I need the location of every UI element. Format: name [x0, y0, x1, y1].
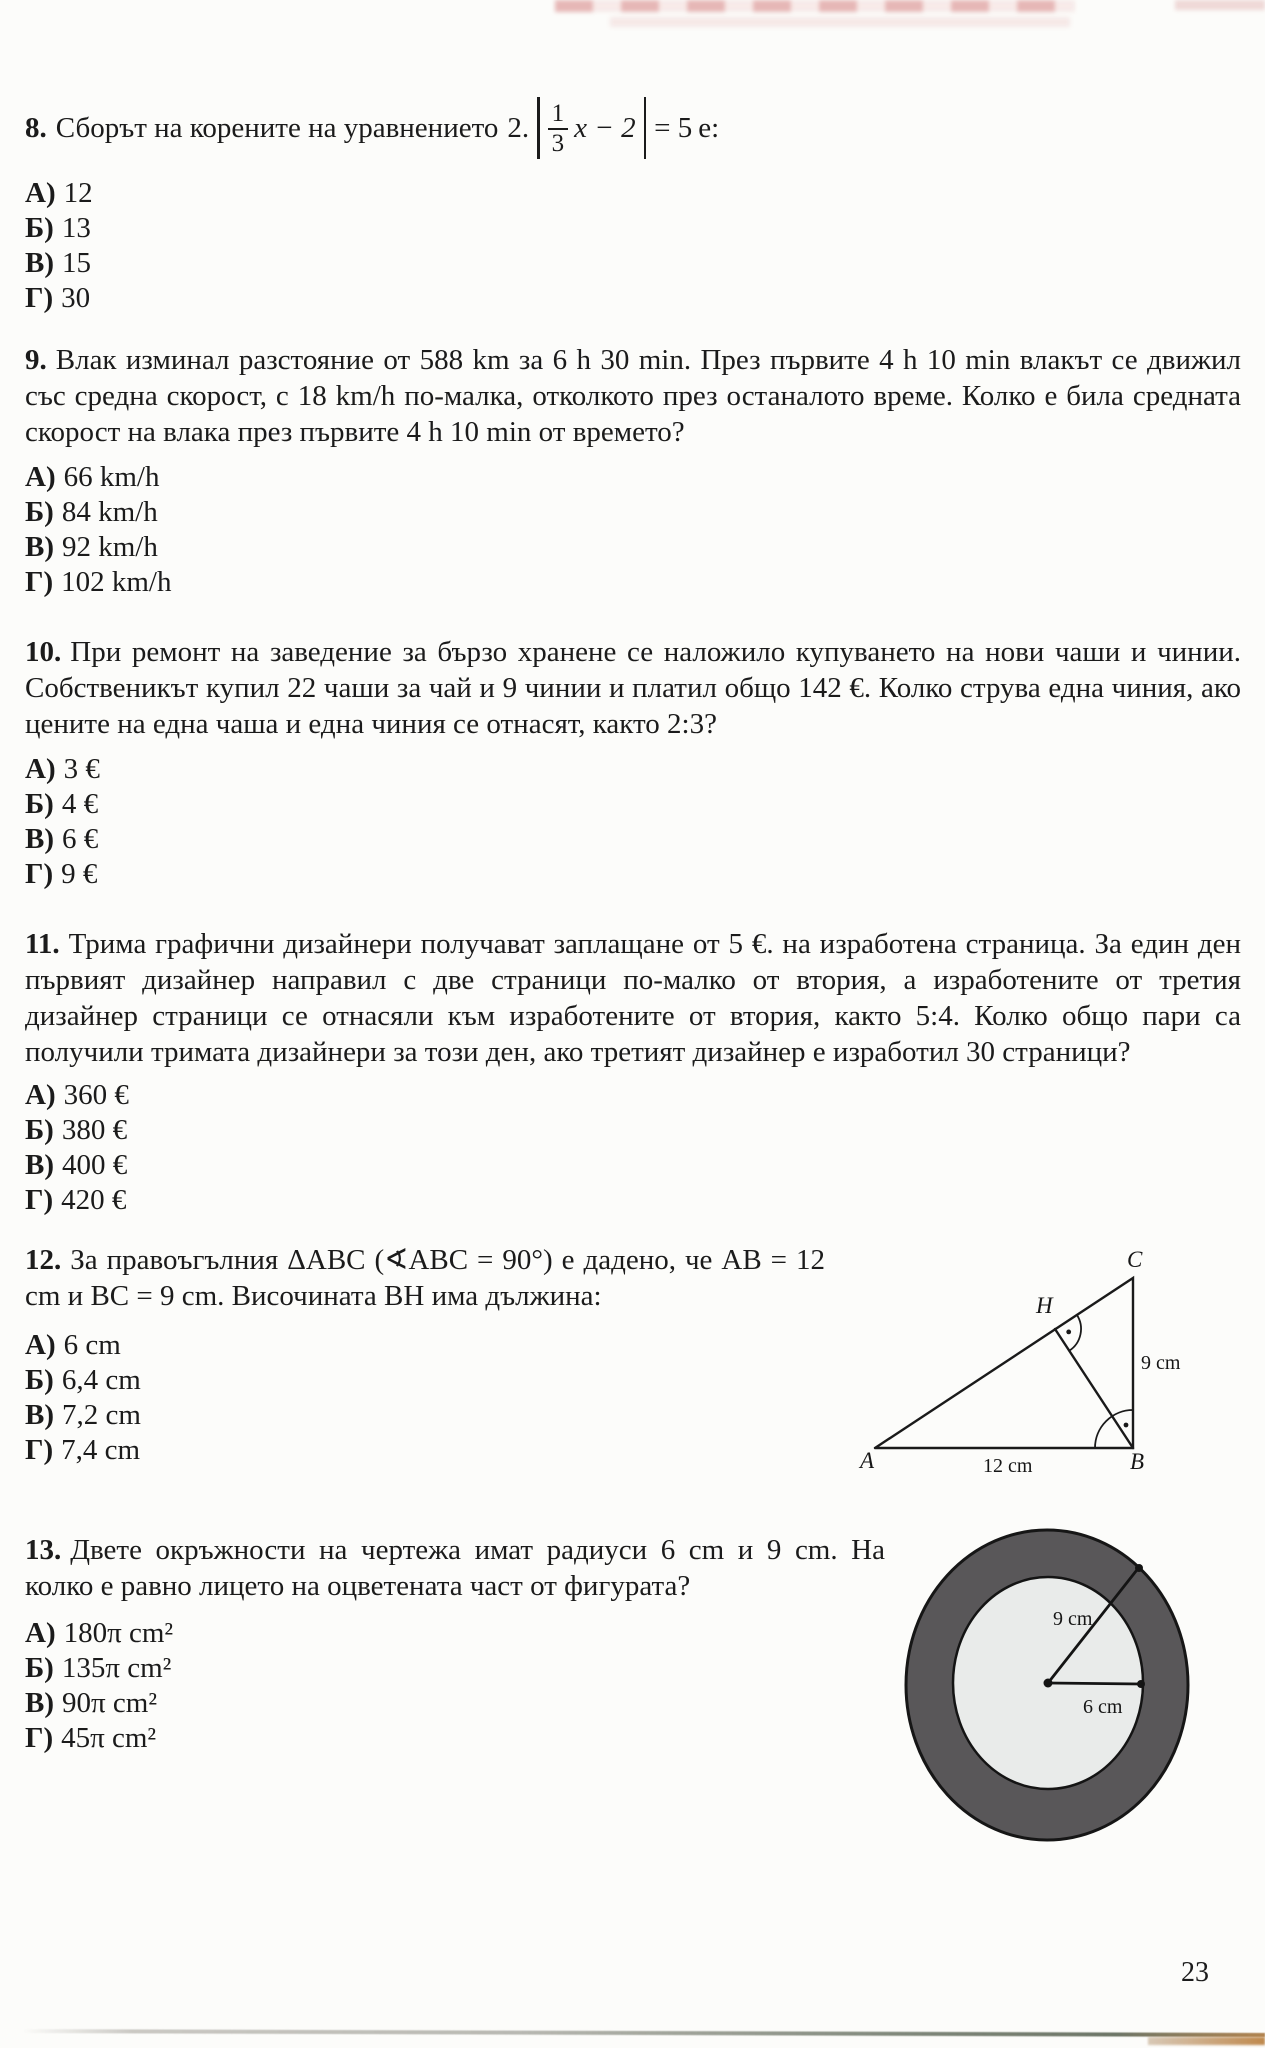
- option-value: 45π cm²: [61, 1722, 157, 1754]
- altitude-bh: [1055, 1329, 1133, 1448]
- absolute-value-bar-right: [644, 97, 647, 159]
- triangle-outline: [875, 1278, 1133, 1448]
- question-number: 8.: [25, 111, 47, 144]
- question-number: 11.: [25, 928, 60, 960]
- question-number: 9.: [25, 344, 47, 376]
- outer-radius-endpoint-dot: [1135, 1564, 1143, 1572]
- right-triangle-figure: [830, 1238, 1190, 1483]
- scan-artifact-top-2: [610, 17, 1070, 27]
- fraction: [548, 101, 569, 158]
- option-letter: Г): [25, 1184, 54, 1216]
- options-list: [25, 1328, 825, 1468]
- option-letter: Б): [25, 1364, 54, 1396]
- inner-radius-endpoint-dot: [1137, 1680, 1145, 1688]
- option-row: [25, 211, 719, 246]
- option-row: [25, 281, 719, 316]
- option-row: [25, 1148, 1241, 1183]
- option-value: 6 cm: [63, 1329, 121, 1361]
- angle-dot-h: [1066, 1330, 1071, 1335]
- option-row: [25, 565, 1241, 600]
- question-text: При ремонт на заведение за бързо хранене се наложило купуването на нови чаши и чинии. Собственикът купил 22 чаши за чай и 9 чинии и платил общо 142 €. Колко струва една чиния, ако цените на една чаша и една чиния се отнасят, както 2:3?: [25, 636, 1241, 740]
- option-value: 66 km/h: [63, 461, 160, 493]
- question-9: [25, 342, 1241, 600]
- question-text: Двете окръжности на чертежа имат радиуси 6 cm и 9 cm. На колко е равно лицето на оцветената част от фигурата?: [25, 1534, 885, 1602]
- option-letter: Г): [25, 1434, 54, 1466]
- scan-artifact-top-right: [1175, 0, 1265, 10]
- option-letter: Г): [25, 858, 54, 890]
- option-letter: А): [25, 1079, 56, 1111]
- equation-rhs: = 5: [654, 111, 693, 144]
- question-text: За правоъгълния ΔABC (∢ABC = 90°) е дадено, че AB = 12 cm и BC = 9 cm. Височината BH има дължина:: [25, 1244, 825, 1312]
- option-letter: А): [25, 177, 56, 209]
- option-value: 400 €: [62, 1149, 128, 1181]
- options-list: [25, 460, 1241, 600]
- vertex-a-label: A: [860, 1448, 875, 1473]
- option-value: 9 €: [61, 858, 98, 890]
- option-value: 360 €: [63, 1079, 129, 1111]
- option-row: [25, 1433, 825, 1468]
- option-row: [25, 530, 1241, 565]
- option-value: 90π cm²: [62, 1687, 158, 1719]
- options-list: [25, 752, 1241, 892]
- option-letter: Г): [25, 1722, 54, 1754]
- equation-variable-term: x − 2: [574, 111, 636, 144]
- question-8-statement: [25, 90, 719, 166]
- outer-radius-label: 9 cm: [1053, 1608, 1093, 1630]
- option-row: [25, 460, 1241, 495]
- absolute-value-bar-left: [537, 97, 540, 159]
- question-12: [25, 1242, 825, 1468]
- page-number: 23: [1181, 1957, 1209, 1988]
- angle-dot-b: [1124, 1423, 1129, 1428]
- option-letter: Г): [25, 566, 54, 598]
- foot-h-label: H: [1036, 1293, 1053, 1318]
- option-value: 135π cm²: [61, 1652, 172, 1684]
- option-letter: А): [25, 1329, 56, 1361]
- center-dot: [1044, 1679, 1053, 1688]
- options-list: [25, 1078, 1241, 1218]
- option-row: [25, 1651, 885, 1686]
- option-row: [25, 1183, 1241, 1218]
- option-letter: Б): [25, 1652, 54, 1684]
- option-row: [25, 1113, 1241, 1148]
- option-letter: В): [25, 1149, 54, 1181]
- option-value: 102 km/h: [61, 566, 172, 598]
- scan-artifact-bottom-line: [22, 2029, 1265, 2037]
- option-row: [25, 857, 1241, 892]
- options-list: [25, 1616, 885, 1756]
- question-12-statement: [25, 1242, 825, 1314]
- option-value: 4 €: [61, 788, 99, 820]
- option-row: [25, 246, 719, 281]
- option-value: 15: [62, 247, 91, 279]
- option-value: 92 km/h: [62, 531, 158, 563]
- option-letter: Б): [25, 212, 54, 244]
- side-bc-length-label: 9 cm: [1141, 1352, 1181, 1374]
- question-number: 13.: [25, 1534, 62, 1566]
- question-13-statement: [25, 1532, 885, 1604]
- option-value: 6,4 cm: [61, 1364, 141, 1396]
- question-10: [25, 634, 1241, 892]
- vertex-b-label: B: [1130, 1449, 1145, 1474]
- option-row: [25, 1363, 825, 1398]
- question-10-statement: [25, 634, 1241, 742]
- option-value: 12: [63, 177, 93, 209]
- question-13: [25, 1532, 885, 1756]
- equation-suffix: е:: [698, 111, 720, 144]
- radius-6cm-line: [1048, 1683, 1141, 1684]
- scan-artifact-top: [555, 0, 1075, 12]
- equation-coefficient: 2.: [507, 111, 530, 144]
- option-value: 84 km/h: [61, 496, 158, 528]
- option-letter: А): [25, 461, 56, 493]
- options-list: [25, 176, 719, 316]
- option-row: [25, 1078, 1241, 1113]
- option-value: 420 €: [61, 1184, 127, 1216]
- right-angle-arc-b: [1095, 1410, 1133, 1448]
- option-letter: В): [25, 1399, 54, 1431]
- option-row: [25, 1686, 885, 1721]
- option-letter: А): [25, 1617, 56, 1649]
- option-row: [25, 176, 719, 211]
- option-letter: В): [25, 247, 54, 279]
- inner-radius-label: 6 cm: [1083, 1696, 1123, 1718]
- option-value: 13: [61, 212, 91, 244]
- fraction-denominator: 3: [551, 130, 565, 157]
- option-value: 7,2 cm: [62, 1399, 141, 1431]
- option-letter: Б): [25, 496, 54, 528]
- option-value: 6 €: [62, 823, 99, 855]
- question-9-statement: [25, 342, 1241, 450]
- question-text: Сборът на корените на уравнението: [55, 111, 499, 144]
- option-value: 3 €: [63, 753, 100, 785]
- option-row: [25, 822, 1241, 857]
- option-letter: В): [25, 823, 54, 855]
- question-number: 12.: [25, 1244, 62, 1276]
- scan-artifact-bottom-corner: [1148, 2037, 1265, 2045]
- side-ab-length-label: 12 cm: [983, 1455, 1033, 1477]
- option-row: [25, 1616, 885, 1651]
- option-value: 7,4 cm: [61, 1434, 141, 1466]
- option-value: 30: [61, 282, 91, 314]
- option-row: [25, 1721, 885, 1756]
- option-row: [25, 752, 1241, 787]
- annulus-figure: [895, 1513, 1205, 1863]
- question-number: 10.: [25, 636, 62, 668]
- fraction-numerator: 1: [548, 101, 569, 130]
- option-value: 180π cm²: [63, 1617, 174, 1649]
- vertex-c-label: C: [1127, 1247, 1143, 1272]
- option-row: [25, 1398, 825, 1433]
- question-text: Трима графични дизайнери получават заплащане от 5 €. на изработена страница. За един ден първият дизайнер направил с две страници по-малко от втория, а изработените от третия дизайнер страници се отнасяли към изработените от втория, както 5:4. Колко общо пари са получили тримата дизайнери за този ден, ако третият дизайнер е изработил 30 страници?: [25, 928, 1241, 1068]
- option-letter: В): [25, 1687, 54, 1719]
- option-row: [25, 787, 1241, 822]
- option-letter: А): [25, 753, 56, 785]
- option-row: [25, 495, 1241, 530]
- question-8: [25, 90, 719, 316]
- equation: [507, 97, 719, 159]
- option-letter: Б): [25, 1114, 54, 1146]
- option-value: 380 €: [61, 1114, 128, 1146]
- question-text: Влак изминал разстояние от 588 km за 6 h 30 min. През първите 4 h 10 min влакът се движил със средна скорост, с 18 km/h по-малка, отколкото през останалото време. Колко е била средната скорост на влака през първите 4 h 10 min от времето?: [25, 344, 1241, 448]
- question-11: [25, 926, 1241, 1218]
- question-11-statement: [25, 926, 1241, 1070]
- option-row: [25, 1328, 825, 1363]
- option-letter: В): [25, 531, 54, 563]
- option-letter: Б): [25, 788, 54, 820]
- option-letter: Г): [25, 282, 54, 314]
